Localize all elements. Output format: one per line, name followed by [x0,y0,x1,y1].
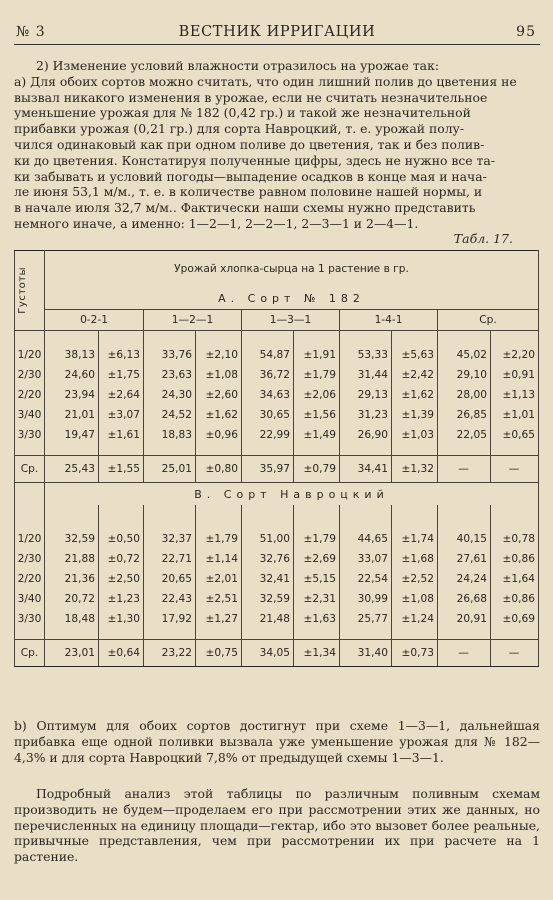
spacer-cell [45,629,99,640]
spacer-cell [340,629,392,640]
column-header: 1—3—1 [242,310,340,331]
yield-value: 34,63 [242,385,294,405]
spacer-cell [491,331,539,346]
yield-value: 34,05 [242,640,294,667]
yield-value: 22,43 [144,589,196,609]
density-value: 3/40 [15,405,45,425]
error-value: ±1,08 [196,365,242,385]
section-title: В. Сорт Навроцкий [45,483,539,506]
yield-value: 20,65 [144,569,196,589]
yield-value: 27,61 [438,549,491,569]
issue-number: № 3 [16,24,46,40]
yield-value: 29,10 [438,365,491,385]
table-row [15,345,539,365]
table-row [15,405,539,425]
yield-value: 30,99 [340,589,392,609]
intro-line: а) Для обоих сортов можно считать, что один лишний полив до цветения не [14,73,517,89]
column-header: 1—2—1 [144,310,242,331]
error-value: ±6,13 [99,345,144,365]
spacer-cell [294,505,340,529]
spacer-cell [15,505,45,529]
error-value: ±1,13 [491,385,539,405]
yield-value: 23,01 [45,640,99,667]
error-value: ±1,34 [294,640,340,667]
error-value: ±0,96 [196,425,242,445]
yield-table [14,250,539,667]
yield-value: 31,23 [340,405,392,425]
error-value: ±1,79 [294,365,340,385]
yield-value: 54,87 [242,345,294,365]
yield-value: 17,92 [144,609,196,629]
spacer-cell [196,629,242,640]
yield-value: 32,37 [144,529,196,549]
error-value: ±2,01 [196,569,242,589]
yield-value: 40,15 [438,529,491,549]
intro-line: в начале июля 32,7 м/м.. Фактически наши схемы нужно представить [14,200,476,216]
spacer-cell [144,629,196,640]
yield-value: 33,07 [340,549,392,569]
density-value: 1/20 [15,345,45,365]
error-value: ±1,01 [491,405,539,425]
yield-value: 24,60 [45,365,99,385]
intro-line: прибавки урожая (0,21 гр.) для сорта Навроцкий, т. е. урожай полу- [14,121,465,137]
spacer-cell [15,331,45,346]
yield-value: 24,52 [144,405,196,425]
error-value: ±1,74 [392,529,438,549]
yield-value: 25,77 [340,609,392,629]
error-value: ±1,14 [196,549,242,569]
yield-value: 32,76 [242,549,294,569]
yield-value: 36,72 [242,365,294,385]
intro-line: 2) Изменение условий влажности отразилось на урожае так: [36,58,439,73]
error-value: ±3,07 [99,405,144,425]
error-value: ±2,69 [294,549,340,569]
error-value: ±0,86 [491,589,539,609]
yield-value: 22,54 [340,569,392,589]
intro-line: чился одинаковый как при одном поливе до цветения, так и без полив- [14,136,485,152]
intro-line: уменьшение урожая для № 182 (0,42 гр.) и такой же незначительной [14,105,471,121]
error-value: ±5,63 [392,345,438,365]
yield-value: 32,59 [242,589,294,609]
yield-value: 18,48 [45,609,99,629]
table-row [15,569,539,589]
yield-value: 32,59 [45,529,99,549]
yield-value: 21,88 [45,549,99,569]
yield-value: 34,41 [340,456,392,483]
yield-value: — [438,456,491,483]
error-value: ±0,78 [491,529,539,549]
intro-line: немного иначе, а именно: 1—2—1, 2—2—1, 2—3—1 и 2—4—1. [14,215,419,231]
spacer-cell [144,505,196,529]
spacer-cell [392,445,438,456]
spacer-cell [196,505,242,529]
error-value: ±0,65 [491,425,539,445]
error-value: ±1,27 [196,609,242,629]
error-value: ±1,55 [99,456,144,483]
spacer-cell [242,445,294,456]
density-value: Ср. [15,640,45,667]
spacer-cell [392,331,438,346]
error-value: ±1,79 [294,529,340,549]
table-reference: Табл. 17. [453,231,513,246]
error-value: — [491,456,539,483]
error-value: ±1,56 [294,405,340,425]
yield-value: 45,02 [438,345,491,365]
table-row [15,456,539,483]
intro-line: ки до цветения. Констатируя полученные цифры, здесь не нужно все та- [14,152,495,168]
density-label: Густоты [17,267,28,314]
error-value: ±0,72 [99,549,144,569]
error-value: ±0,64 [99,640,144,667]
intro-paragraph [14,58,540,232]
spacer-cell [340,505,392,529]
yield-value: 21,36 [45,569,99,589]
spacer-cell [144,445,196,456]
error-value: ±2,60 [196,385,242,405]
yield-value: 28,00 [438,385,491,405]
spacer-cell [99,505,144,529]
error-value: ±1,61 [99,425,144,445]
paragraph-analysis: Подробный анализ этой таблицы по различным поливным схемам производить не будем—проделаем его при рассмотрении этих же данных, но перечисленных на единицу площади—гектар, ибо это вызовет более реальные, привычные представления, чем при рассмотрении их при расчете на 1 растение. [14,786,540,865]
spacer-cell [438,505,491,529]
spacer-cell [99,331,144,346]
yield-value: 25,43 [45,456,99,483]
yield-value: 53,33 [340,345,392,365]
error-value: ±1,63 [294,609,340,629]
spacer-cell [294,331,340,346]
column-header: 1-4-1 [340,310,438,331]
density-value: 2/30 [15,549,45,569]
table-row [15,425,539,445]
error-value: ±2,52 [392,569,438,589]
error-value: ±0,50 [99,529,144,549]
error-value: ±2,64 [99,385,144,405]
density-header [15,251,45,331]
error-value: ±1,62 [392,385,438,405]
spacer-cell [491,445,539,456]
spacer-cell [45,331,99,346]
table-caption: Урожай хлопка-сырца на 1 растение в гр. [45,251,539,288]
yield-value: 25,01 [144,456,196,483]
spacer-cell [242,331,294,346]
yield-value: 23,63 [144,365,196,385]
table-row [15,609,539,629]
yield-value: 30,65 [242,405,294,425]
yield-value: 24,24 [438,569,491,589]
running-header [14,22,540,45]
yield-value: 21,01 [45,405,99,425]
column-header: 0-2-1 [45,310,144,331]
yield-value: 20,91 [438,609,491,629]
error-value: ±5,15 [294,569,340,589]
spacer-cell [438,331,491,346]
yield-value: 23,22 [144,640,196,667]
error-value: ±1,39 [392,405,438,425]
error-value: ±0,80 [196,456,242,483]
paragraph-b: b) Оптимум для обоих сортов достигнут при схеме 1—3—1, дальнейшая прибавка еще одной поливки вызвала уже уменьшение урожая для № 182—4,3% и для сорта Навроцкий 7,8% от предыдущей схемы 1—3—1. [14,718,540,765]
yield-value: 26,90 [340,425,392,445]
density-value: 2/20 [15,569,45,589]
error-value: ±0,86 [491,549,539,569]
spacer-cell [491,505,539,529]
error-value: ±1,75 [99,365,144,385]
yield-value: 19,47 [45,425,99,445]
yield-value: 38,13 [45,345,99,365]
density-value: 3/30 [15,425,45,445]
table-row [15,529,539,549]
yield-value: 35,97 [242,456,294,483]
error-value: ±1,49 [294,425,340,445]
spacer-cell [99,445,144,456]
error-value: ±0,79 [294,456,340,483]
table-row [15,640,539,667]
error-value: ±2,20 [491,345,539,365]
spacer-cell [340,445,392,456]
error-value: ±2,50 [99,569,144,589]
spacer-cell [438,445,491,456]
error-value: ±1,08 [392,589,438,609]
yield-value: 33,76 [144,345,196,365]
error-value: ±1,79 [196,529,242,549]
yield-value: 24,30 [144,385,196,405]
yield-value: 18,83 [144,425,196,445]
spacer-cell [242,629,294,640]
intro-line: ле июня 53,1 м/м., т. е. в количестве равном половине нашей нормы, и [14,184,483,200]
error-value: ±2,31 [294,589,340,609]
yield-value: 20,72 [45,589,99,609]
error-value: ±0,73 [392,640,438,667]
yield-value: 22,05 [438,425,491,445]
spacer-cell [392,505,438,529]
yield-value: 32,41 [242,569,294,589]
yield-value: 26,68 [438,589,491,609]
spacer-cell [15,445,45,456]
error-value: ±1,23 [99,589,144,609]
journal-title: ВЕСТНИК ИРРИГАЦИИ [178,24,376,40]
error-value: ±2,51 [196,589,242,609]
table-row [15,365,539,385]
spacer-cell [15,629,45,640]
table-row [15,549,539,569]
spacer-cell [15,483,45,506]
error-value: ±1,62 [196,405,242,425]
spacer-cell [392,629,438,640]
table-row [15,589,539,609]
spacer-cell [99,629,144,640]
yield-value: 22,71 [144,549,196,569]
error-value: ±0,75 [196,640,242,667]
error-value: ±0,91 [491,365,539,385]
spacer-cell [340,331,392,346]
density-value: 2/20 [15,385,45,405]
yield-value: — [438,640,491,667]
error-value: ±0,69 [491,609,539,629]
spacer-cell [196,331,242,346]
yield-value: 22,99 [242,425,294,445]
density-value: 3/40 [15,589,45,609]
spacer-cell [438,629,491,640]
error-value: ±1,68 [392,549,438,569]
error-value: — [491,640,539,667]
yield-value: 31,40 [340,640,392,667]
spacer-cell [491,629,539,640]
spacer-cell [144,331,196,346]
yield-value: 31,44 [340,365,392,385]
spacer-cell [45,445,99,456]
error-value: ±1,03 [392,425,438,445]
density-value: 1/20 [15,529,45,549]
intro-line: вызвал никакого изменения в урожае, если не считать незначительное [14,89,488,105]
page-number: 95 [516,24,536,40]
intro-line: ки забывать и условий погоды—выпадение осадков в конце мая и нача- [14,168,487,184]
error-value: ±2,42 [392,365,438,385]
error-value: ±1,64 [491,569,539,589]
yield-value: 29,13 [340,385,392,405]
table-row [15,385,539,405]
error-value: ±1,32 [392,456,438,483]
error-value: ±1,91 [294,345,340,365]
error-value: ±1,24 [392,609,438,629]
yield-value: 23,94 [45,385,99,405]
density-value: 2/30 [15,365,45,385]
yield-value: 26,85 [438,405,491,425]
spacer-cell [294,445,340,456]
spacer-cell [242,505,294,529]
error-value: ±2,06 [294,385,340,405]
spacer-cell [196,445,242,456]
section-title: А. Сорт № 182 [45,287,539,310]
yield-value: 21,48 [242,609,294,629]
error-value: ±1,30 [99,609,144,629]
spacer-cell [294,629,340,640]
column-header: Ср. [438,310,539,331]
error-value: ±2,10 [196,345,242,365]
yield-value: 44,65 [340,529,392,549]
yield-value: 51,00 [242,529,294,549]
density-value: Ср. [15,456,45,483]
density-value: 3/30 [15,609,45,629]
spacer-cell [45,505,99,529]
